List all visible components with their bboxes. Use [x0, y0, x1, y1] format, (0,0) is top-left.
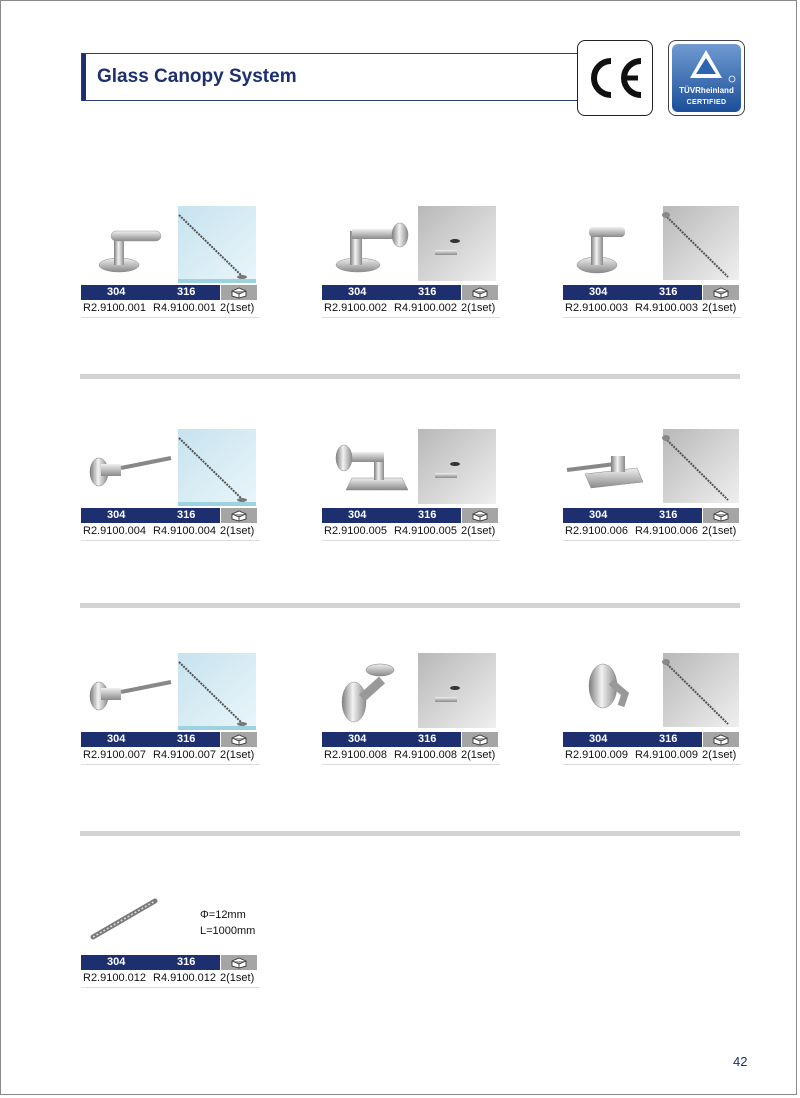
grade-304-label: 304 — [107, 509, 126, 521]
page-number: 42 — [733, 1054, 748, 1069]
grade-bar-dark — [81, 508, 220, 523]
grade-bar-dark — [81, 285, 220, 300]
code-316: R4.9100.005 — [394, 525, 457, 537]
code-304: R2.9100.012 — [83, 972, 146, 984]
rod-length: L=1000mm — [200, 925, 256, 937]
material-grade-bar — [81, 508, 259, 523]
grade-304-label: 304 — [107, 956, 126, 968]
code-304: R2.9100.003 — [565, 302, 628, 314]
product-card — [81, 652, 259, 767]
tuv-certified-text: CERTIFIED — [686, 99, 727, 106]
code-304: R2.9100.005 — [324, 525, 387, 537]
ce-mark-logo — [577, 40, 653, 116]
code-304: R2.9100.006 — [565, 525, 628, 537]
code-304: R2.9100.008 — [324, 749, 387, 761]
fitting-photo — [563, 652, 741, 732]
grade-304-label: 304 — [589, 509, 608, 521]
code-316: R4.9100.006 — [635, 525, 698, 537]
rod-diameter: Φ=12mm — [200, 909, 246, 921]
grade-316-label: 316 — [659, 286, 678, 298]
page-title: Glass Canopy System — [97, 66, 297, 87]
product-card — [322, 652, 500, 767]
code-304: R2.9100.002 — [324, 302, 387, 314]
material-grade-bar — [563, 285, 741, 300]
grade-316-label: 316 — [659, 509, 678, 521]
grade-bar-dark — [322, 508, 461, 523]
code-316: R4.9100.012 — [153, 972, 216, 984]
material-grade-bar — [81, 732, 259, 747]
fitting-photo — [563, 428, 741, 508]
package-box-icon — [711, 286, 731, 299]
grade-304-label: 304 — [348, 733, 367, 745]
product-card — [563, 428, 741, 543]
package-box-icon — [470, 286, 490, 299]
code-316: R4.9100.003 — [635, 302, 698, 314]
grade-304-label: 304 — [589, 733, 608, 745]
product-codes-row — [81, 748, 259, 765]
grade-316-label: 316 — [177, 509, 196, 521]
code-316: R4.9100.008 — [394, 749, 457, 761]
fitting-photo — [322, 652, 500, 732]
section-header — [81, 53, 581, 101]
product-card — [322, 428, 500, 543]
product-codes-row — [322, 524, 500, 541]
header-accent-bar — [82, 54, 86, 100]
code-316: R4.9100.009 — [635, 749, 698, 761]
product-codes-row — [563, 301, 741, 318]
material-grade-bar — [322, 508, 500, 523]
grade-316-label: 316 — [418, 733, 437, 745]
code-316: R4.9100.002 — [394, 302, 457, 314]
grade-304-label: 304 — [348, 286, 367, 298]
product-codes-row — [81, 971, 259, 988]
product-codes-row — [81, 524, 259, 541]
row-divider — [80, 603, 740, 608]
fitting-photo — [322, 205, 500, 285]
quantity: 2(1set) — [461, 302, 496, 314]
package-box-icon — [229, 956, 249, 969]
fitting-photo — [563, 205, 741, 285]
quantity: 2(1set) — [220, 525, 255, 537]
code-304: R2.9100.007 — [83, 749, 146, 761]
quantity: 2(1set) — [702, 302, 737, 314]
product-card — [81, 428, 259, 543]
grade-304-label: 304 — [107, 733, 126, 745]
material-grade-bar — [81, 285, 259, 300]
quantity: 2(1set) — [220, 749, 255, 761]
row-divider — [80, 374, 740, 379]
product-codes-row — [81, 301, 259, 318]
code-304: R2.9100.001 — [83, 302, 146, 314]
package-box-icon — [229, 733, 249, 746]
grade-316-label: 316 — [418, 509, 437, 521]
grade-bar-dark — [322, 285, 461, 300]
grade-316-label: 316 — [177, 956, 196, 968]
fitting-photo — [322, 428, 500, 508]
product-card — [563, 652, 741, 767]
product-codes-row — [563, 748, 741, 765]
product-card — [81, 205, 259, 320]
package-box-icon — [470, 509, 490, 522]
grade-316-label: 316 — [177, 733, 196, 745]
code-316: R4.9100.004 — [153, 525, 216, 537]
grade-bar-dark — [563, 508, 702, 523]
material-grade-bar — [322, 285, 500, 300]
grade-bar-dark — [81, 732, 220, 747]
quantity: 2(1set) — [461, 525, 496, 537]
product-card — [563, 205, 741, 320]
quantity: 2(1set) — [702, 749, 737, 761]
tuv-name-text: TÜVRheinland — [679, 86, 734, 95]
code-316: R4.9100.001 — [153, 302, 216, 314]
material-grade-bar — [563, 732, 741, 747]
quantity: 2(1set) — [220, 972, 255, 984]
grade-bar-dark — [81, 955, 220, 970]
product-codes-row — [322, 748, 500, 765]
product-card — [322, 205, 500, 320]
grade-304-label: 304 — [589, 286, 608, 298]
code-304: R2.9100.009 — [565, 749, 628, 761]
material-grade-bar — [81, 955, 259, 970]
fitting-photo — [81, 652, 259, 732]
quantity: 2(1set) — [461, 749, 496, 761]
product-codes-row — [563, 524, 741, 541]
package-box-icon — [711, 509, 731, 522]
package-box-icon — [229, 509, 249, 522]
grade-316-label: 316 — [659, 733, 678, 745]
code-316: R4.9100.007 — [153, 749, 216, 761]
material-grade-bar — [322, 732, 500, 747]
grade-316-label: 316 — [177, 286, 196, 298]
package-box-icon — [470, 733, 490, 746]
material-grade-bar — [563, 508, 741, 523]
quantity: 2(1set) — [702, 525, 737, 537]
row-divider — [80, 831, 740, 836]
code-304: R2.9100.004 — [83, 525, 146, 537]
fitting-photo — [81, 428, 259, 508]
fitting-photo — [81, 205, 259, 285]
grade-bar-dark — [322, 732, 461, 747]
grade-304-label: 304 — [107, 286, 126, 298]
tuv-certified-logo — [668, 40, 745, 116]
product-codes-row — [322, 301, 500, 318]
grade-bar-dark — [563, 285, 702, 300]
grade-304-label: 304 — [348, 509, 367, 521]
package-box-icon — [229, 286, 249, 299]
package-box-icon — [711, 733, 731, 746]
grade-bar-dark — [563, 732, 702, 747]
quantity: 2(1set) — [220, 302, 255, 314]
grade-316-label: 316 — [418, 286, 437, 298]
